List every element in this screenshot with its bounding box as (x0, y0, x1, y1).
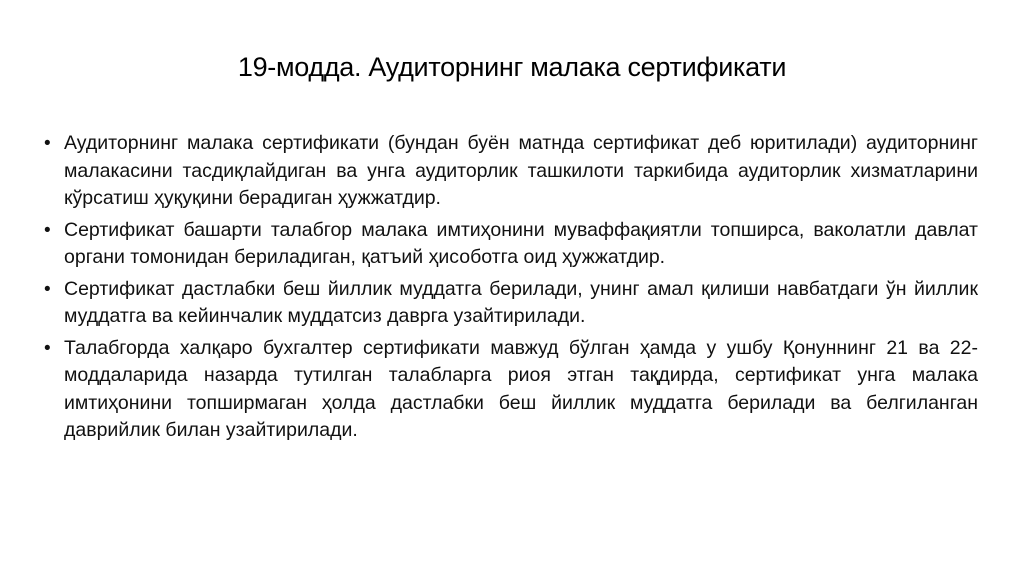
bullet-text: Талабгорда халқаро бухгалтер сертификати мавжуд бўлган ҳамда у ушбу Қонуннинг 21 ва 22-моддаларида назарда тутилган талабларга риоя этган тақдирда, сертификат унга малака имтиҳонини топширмаган ҳолда дастлабки беш йиллик муддатга берилади ва белгиланган даврийлик билан узайтирилади. (64, 336, 978, 441)
bullet-marker: • (44, 337, 51, 359)
bullet-text: Сертификат дастлабки беш йиллик муддатга берилади, унинг амал қилиши навбатдаги ўн йиллик муддатга ва кейинчалик муддатсиз даврга узайтирилади. (64, 277, 978, 327)
slide-title: 19-модда. Аудиторнинг малака сертификати (237, 52, 787, 82)
bullet-text: Сертификат башарти талабгор малака имтиҳонини муваффақиятли топширса, ваколатли давлат органи томонидан бериладиган, қатъий ҳисоботга оид ҳужжатдир. (64, 218, 978, 268)
bullet-list (44, 130, 978, 449)
bullet-text: Аудиторнинг малака сертификати (бундан буён матнда сертификат деб юритилади) аудиторнинг малакасини тасдиқлайдиган ва унга аудиторлик ташкилоти таркибида аудиторлик хизматларини кўрсатиш ҳуқуқини берадиган ҳужжатдир. (64, 132, 978, 209)
bullet-marker: • (44, 219, 51, 241)
bullet-item (44, 276, 978, 331)
bullet-item (44, 335, 978, 445)
bullet-item (44, 130, 978, 213)
bullet-item (44, 217, 978, 272)
bullet-marker: • (44, 133, 51, 154)
bullet-marker: • (44, 278, 51, 300)
